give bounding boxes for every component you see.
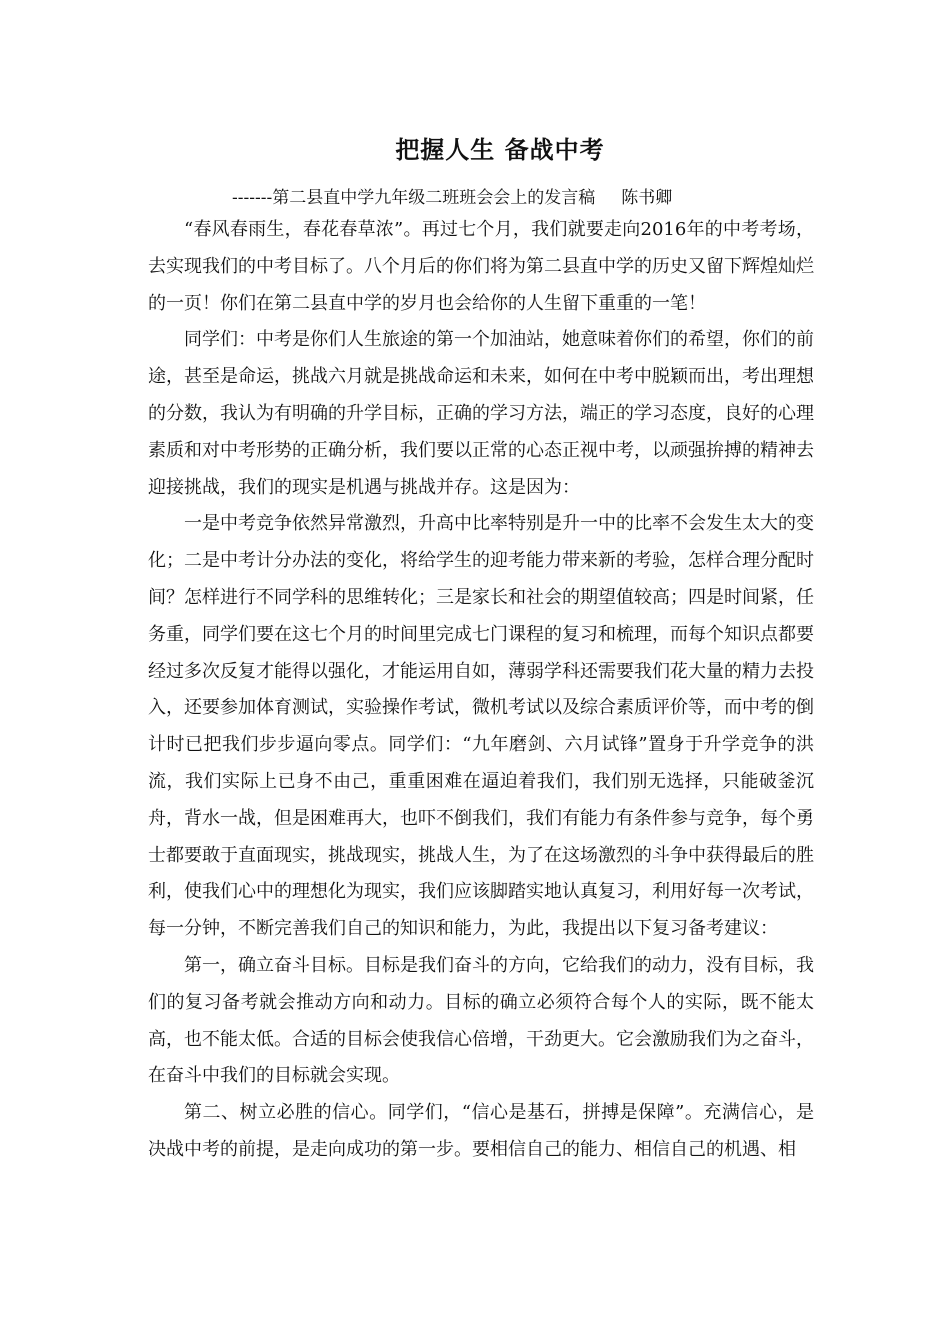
document-subtitle <box>232 185 672 211</box>
paragraph: “春风春雨生，春花春草浓”。再过七个月，我们就要走向2016年的中考考场，去实现我们的中考目标了。八个月后的你们将为第二县直中学的历史又留下辉煌灿烂的一页！你们在第二县直中学的岁月也会给你的人生留下重重的一笔！ <box>148 219 814 314</box>
author-name: 陈书卿 <box>621 188 673 208</box>
subtitle-text: -------第二县直中学九年级二班班会会上的发言稿 <box>232 188 596 208</box>
document-body <box>148 212 814 1169</box>
paragraph: 一是中考竞争依然异常激烈，升高中比率特别是升一中的比率不会发生太大的变化；二是中考计分办法的变化，将给学生的迎考能力带来新的考验，怎样合理分配时间？怎样进行不同学科的思维转化；三是家长和社会的期望值较高；四是时间紧，任务重，同学们要在这七个月的时间里完成七门课程的复习和梳理，而每个知识点都要经过多次反复才能得以强化，才能运用自如，薄弱学科还需要我们花大量的精力去投入，还要参加体育测试，实验操作考试，微机考试以及综合素质评价等，而中考的倒计时已把我们步步逼向零点。同学们：“九年磨剑、六月试锋”置身于升学竞争的洪流，我们实际上已身不由己，重重困难在逼迫着我们，我们别无选择，只能破釜沉舟，背水一战，但是困难再大，也吓不倒我们，我们有能力有条件参与竞争，每个勇士都要敢于直面现实，挑战现实，挑战人生，为了在这场激烈的斗争中获得最后的胜利，使我们心中的理想化为现实，我们应该脚踏实地认真复习，利用好每一次考试，每一分钟，不断完善我们自己的知识和能力，为此，我提出以下复习备考建议： <box>148 513 814 940</box>
paragraph: 同学们：中考是你们人生旅途的第一个加油站，她意味着你们的希望，你们的前途，甚至是命运，挑战六月就是挑战命运和未来，如何在中考中脱颖而出，考出理想的分数，我认为有明确的升学目标，正确的学习方法，端正的学习态度，良好的心理素质和对中考形势的正确分析，我们要以正常的心态正视中考，以顽强拚搏的精神去迎接挑战，我们的现实是机遇与挑战并存。这是因为： <box>148 329 814 498</box>
paragraph: 第二、树立必胜的信心。同学们，“信心是基石，拼搏是保障”。充满信心，是决战中考的前提，是走向成功的第一步。要相信自己的能力、相信自己的机遇、相 <box>148 1102 814 1160</box>
paragraph: 第一，确立奋斗目标。目标是我们奋斗的方向，它给我们的动力，没有目标，我们的复习备考就会推动方向和动力。目标的确立必须符合每个人的实际，既不能太高，也不能太低。合适的目标会使我信心倍增，干劲更大。它会激励我们为之奋斗，在奋斗中我们的目标就会实现。 <box>148 954 814 1087</box>
document-title: 把握人生 备战中考 <box>395 136 605 164</box>
